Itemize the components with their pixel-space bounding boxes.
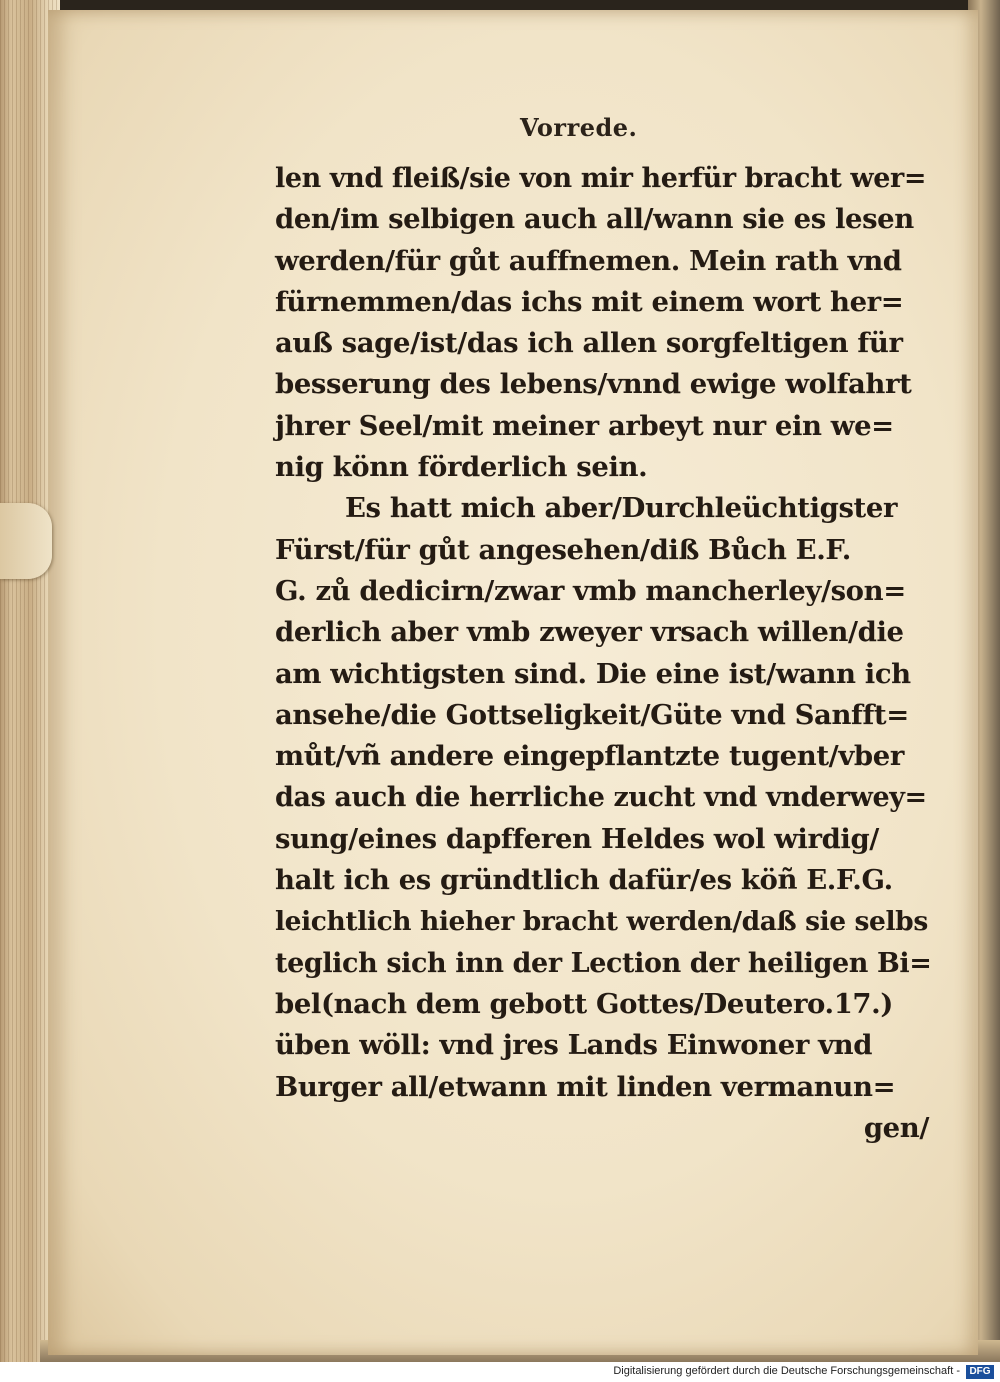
text-line: leichtlich hieher bracht werden/daß sie selbs xyxy=(275,906,928,938)
text-line: sung/eines dapfferen Heldes wol wirdig/ xyxy=(275,822,879,855)
catchword: gen/ xyxy=(863,1111,929,1144)
running-head: Vorrede. xyxy=(520,113,638,142)
dfg-logo: DFG xyxy=(966,1365,994,1379)
text-line: am wichtigsten sind. Die eine ist/wann ich xyxy=(275,657,911,690)
text-line: üben wöll: vnd jres Lands Einwoner vnd xyxy=(275,1029,873,1062)
text-line: halt ich es gründtlich dafür/es köñ E.F.G. xyxy=(275,864,893,897)
funding-credit: Digitalisierung gefördert durch die Deutsche Forschungsgemeinschaft - xyxy=(613,1365,960,1377)
text-line: Fürst/für gůt angesehen/diß Bůch E.F. xyxy=(275,533,851,566)
text-line: ansehe/die Gottseligkeit/Güte vnd Sanfft= xyxy=(275,698,909,731)
text-line: G. zů dedicirn/zwar vmb mancherley/son= xyxy=(275,574,906,607)
body-text xyxy=(275,158,935,1149)
text-line: den/im selbigen auch all/wann sie es lesen xyxy=(275,203,914,236)
text-line: nig könn förderlich sein. xyxy=(275,451,648,484)
text-line: len vnd fleiß/sie von mir herfür bracht wer= xyxy=(275,163,927,194)
text-line: derlich aber vmb zweyer vrsach willen/die xyxy=(275,616,904,649)
footer-bar xyxy=(0,1362,1000,1382)
text-line: Es hatt mich aber/Durchleüchtigster xyxy=(345,492,898,525)
text-line: auß sage/ist/das ich allen sorgfeltigen für xyxy=(275,327,903,360)
text-line: Burger all/etwann mit linden vermanun= xyxy=(275,1070,896,1103)
text-line: bel(nach dem gebott Gottes/Deutero.17.) xyxy=(275,987,893,1020)
text-line: werden/für gůt auffnemen. Mein rath vnd xyxy=(275,244,902,277)
text-line: besserung des lebens/vnnd ewige wolfahrt xyxy=(275,368,912,401)
text-line: das auch die herrliche zucht vnd vnderwey= xyxy=(275,782,927,814)
text-line: můt/vñ andere eingepflantzte tugent/vber xyxy=(275,740,904,773)
text-line: teglich sich inn der Lection der heiligen Bi= xyxy=(275,947,932,979)
text-line: fürnemmen/das ichs mit einem wort her= xyxy=(275,285,904,318)
text-line: jhrer Seel/mit meiner arbeyt nur ein we= xyxy=(275,409,894,442)
bookmark-tab xyxy=(0,503,52,579)
